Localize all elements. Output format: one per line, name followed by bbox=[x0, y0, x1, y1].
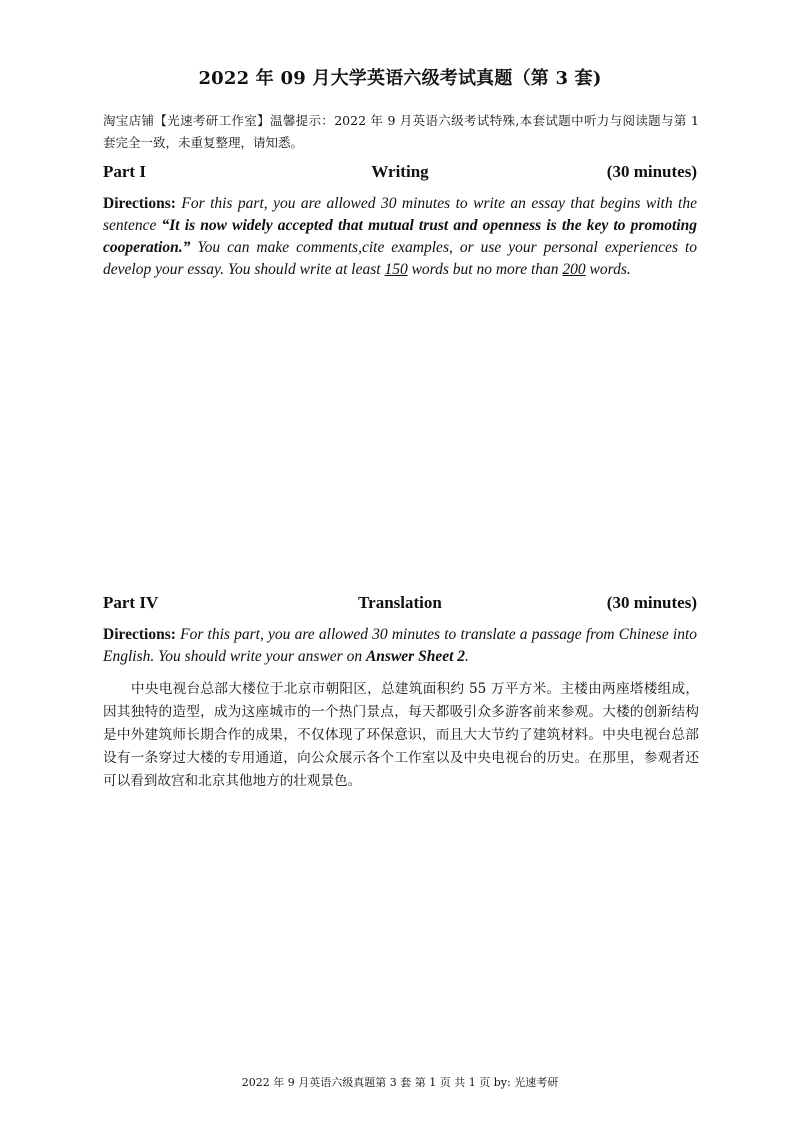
page-footer: 2022 年 9 月英语六级真题第 3 套 第 1 页 共 1 页 by: 光速考研 bbox=[241, 1076, 559, 1089]
part-1-directions-text-3: words but no more than bbox=[411, 261, 559, 278]
part-4-directions-text-2: . bbox=[465, 648, 469, 665]
part-1-min-words: 150 bbox=[384, 261, 408, 278]
part-4-name: Translation bbox=[358, 593, 442, 612]
part-1-time: (30 minutes) bbox=[606, 162, 697, 181]
shop-notice: 淘宝店铺【光速考研工作室】温馨提示：2022 年 9 月英语六级考试特殊,本套试题中听力与阅读题与第 1 套完全一致，未重复整理，请知悉。 bbox=[103, 113, 699, 150]
part-1-max-words: 200 bbox=[562, 261, 586, 278]
part-1-directions-text-4: words. bbox=[589, 261, 631, 278]
part-4-directions bbox=[103, 624, 697, 668]
part-1-essay-prompt: “It is now widely accepted that mutual trust and openness is the key to promoting cooperation.” bbox=[103, 217, 698, 256]
translation-passage: 中央电视台总部大楼位于北京市朝阳区，总建筑面积约 55 万平方米。主楼由两座塔楼组成，因其独特的造型，成为这座城市的一个热门景点，每天都吸引众多游客前来参观。大楼的创新结构是中外建筑师长期合作的成果，不仅体现了环保意识，而且大大节约了建筑材料。中央电视台总部设有一条穿过大楼的专用通道，向公众展示各个工作室以及中央电视台的历史。在那里，参观者还可以看到故宫和北京其他地方的壮观景色。 bbox=[103, 681, 699, 789]
part-4-directions-text-1: For this part, you are allowed 30 minutes to translate a passage from Chinese into English. You should write your answer on bbox=[103, 626, 698, 665]
part-1-name: Writing bbox=[371, 162, 429, 181]
part-1-directions bbox=[103, 193, 697, 281]
part-1-directions-text-1: For this part, you are allowed 30 minutes to write an essay that begins with the sentence bbox=[103, 195, 697, 234]
part-1-directions-label: Directions: bbox=[103, 195, 176, 212]
page-title: 2022 年 09 月大学英语六级考试真题（第 3 套) bbox=[198, 68, 602, 89]
part-4-answer-sheet: Answer Sheet 2 bbox=[365, 648, 466, 665]
part-4-directions-label: Directions: bbox=[103, 626, 176, 643]
part-1-header bbox=[103, 161, 697, 183]
part-1-number: Part I bbox=[103, 162, 146, 181]
part-4-time: (30 minutes) bbox=[606, 593, 697, 612]
part-4-number: Part IV bbox=[103, 593, 159, 612]
part-4-header bbox=[103, 592, 697, 614]
part-1-directions-text-2: You can make comments,cite examples, or use your personal experiences to develop your essay. You should write at least bbox=[103, 239, 698, 278]
